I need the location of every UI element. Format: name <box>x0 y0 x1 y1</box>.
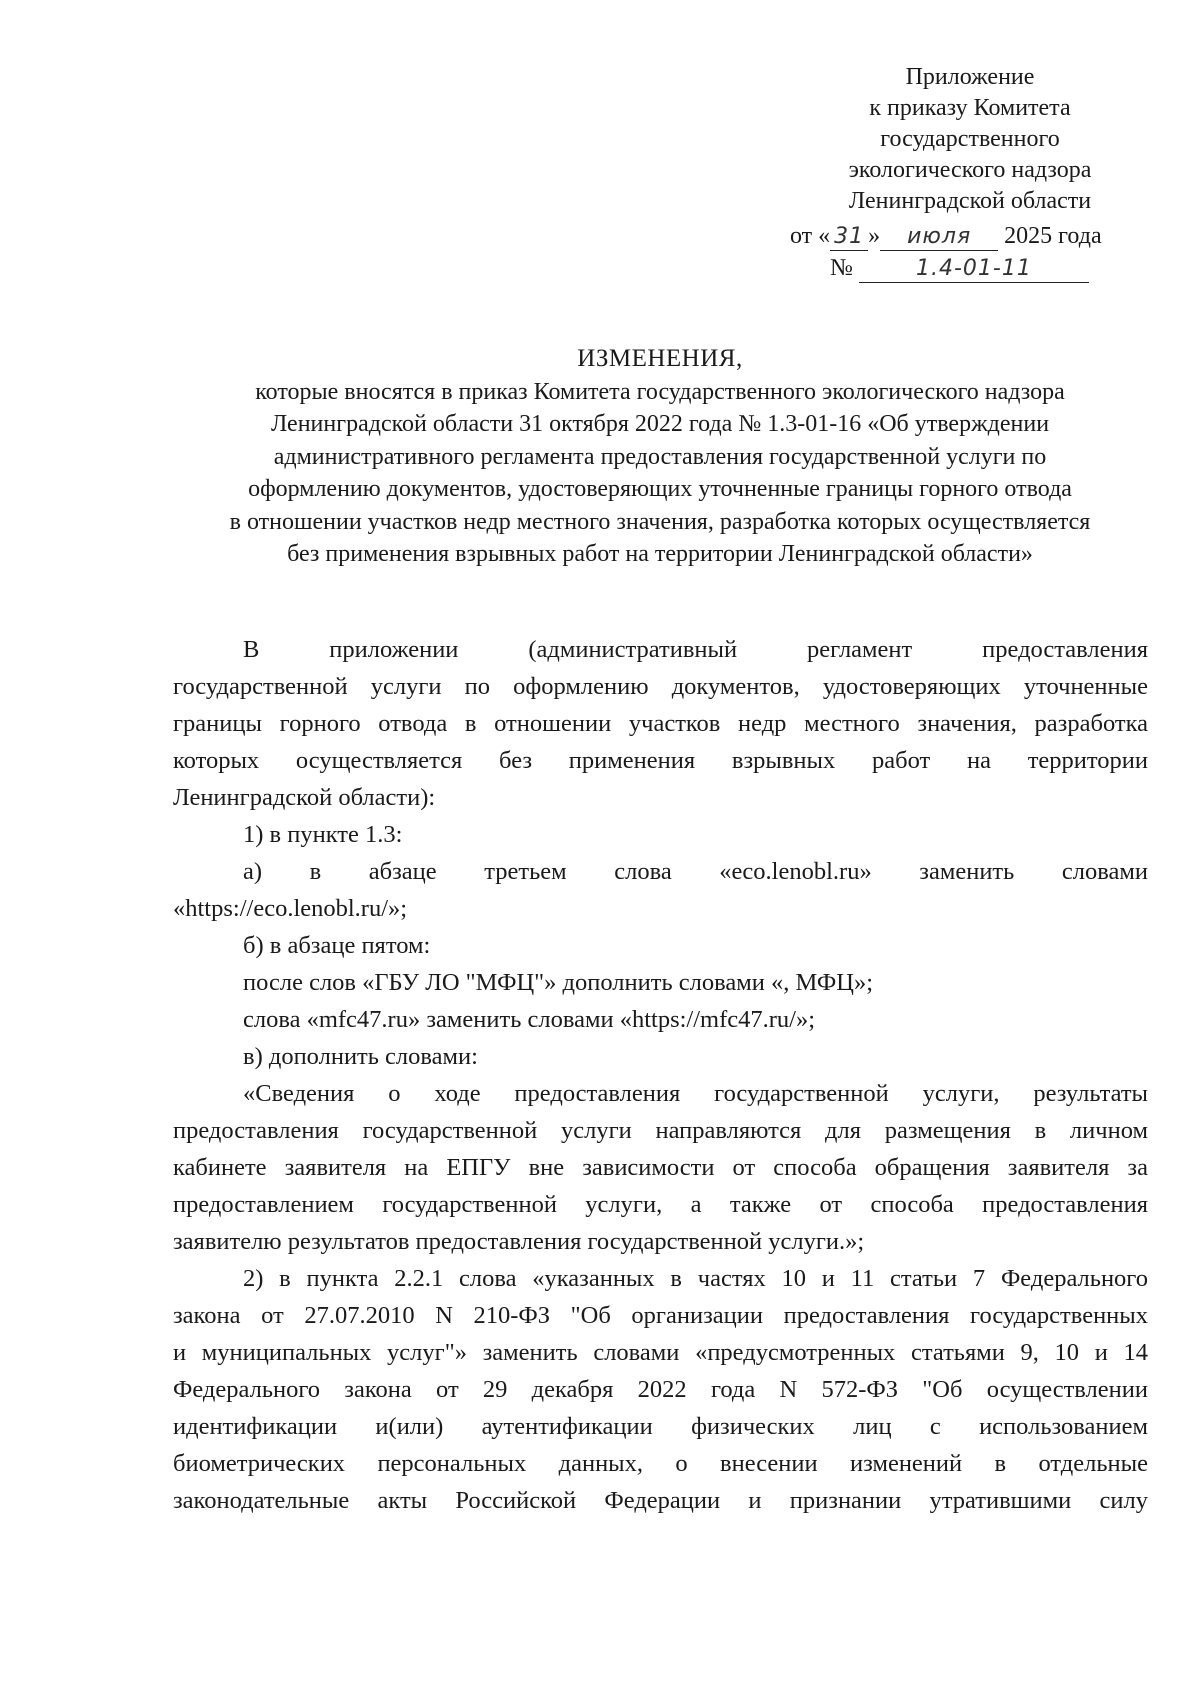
header-line: Приложение <box>905 64 1035 90</box>
header-line: государственного <box>880 126 1060 152</box>
body-text-line: б) в абзаце пятом: <box>243 932 431 959</box>
header-line: экологического надзора <box>848 157 1092 183</box>
title-line: оформлению документов, удостоверяющих уточненные границы горного отвода <box>248 476 1072 502</box>
date-month-handwritten: июля <box>880 224 998 251</box>
body-text-line: государственной услуги по оформлению документов, удостоверяющих уточненные <box>173 673 1148 700</box>
body-text-line: «Сведения о ходе предоставления государственной услуги, результаты <box>243 1080 1148 1107</box>
date-prefix: от « <box>790 223 831 249</box>
title-line: Ленинградской области 31 октября 2022 года № 1.3-01-16 «Об утверждении <box>270 411 1050 437</box>
document-title <box>170 343 1150 571</box>
body-text-line: 2) в пункта 2.2.1 слова «указанных в частях 10 и 11 статьи 7 Федерального <box>243 1265 1148 1292</box>
body-text-line: а) в абзаце третьем слова «eco.lenobl.ru» заменить словами <box>243 858 1148 885</box>
body-text-line: Ленинградской области): <box>173 784 436 811</box>
body-text-line: и муниципальных услуг"» заменить словами «предусмотренных статьями 9, 10 и 14 <box>173 1339 1148 1366</box>
header-line: Ленинградской области <box>848 188 1092 214</box>
title-line: административного регламента предоставления государственной услуги по <box>273 443 1047 470</box>
title-heading: ИЗМЕНЕНИЯ, <box>577 345 743 372</box>
body-text-line: после слов «ГБУ ЛО "МФЦ"» дополнить словами «, МФЦ»; <box>243 969 874 996</box>
header-line: к приказу Комитета <box>869 95 1071 121</box>
body-text-line: границы горного отвода в отношении участков недр местного значения, разработка <box>173 710 1148 737</box>
date-day-handwritten: 31 <box>830 224 868 251</box>
date-year: 2025 года <box>1004 223 1102 249</box>
body-text-line: в) дополнить словами: <box>243 1043 478 1070</box>
body-text-line: «https://eco.lenobl.ru/»; <box>173 895 408 922</box>
body-text-line: предоставлением государственной услуги, а также от способа предоставления <box>173 1191 1148 1218</box>
body-text-line: кабинете заявителя на ЕПГУ вне зависимости от способа обращения заявителя за <box>173 1154 1148 1181</box>
body-text-line: 1) в пункте 1.3: <box>243 821 403 848</box>
date-mid: » <box>868 223 881 249</box>
body-text-line: биометрических персональных данных, о внесении изменений в отдельные <box>173 1450 1148 1477</box>
body-text-line: слова «mfc47.ru» заменить словами «https://mfc47.ru/»; <box>243 1006 816 1033</box>
body-text-line: предоставления государственной услуги направляются для размещения в личном <box>173 1117 1148 1144</box>
order-date <box>790 221 1102 252</box>
body-text-line: законодательные акты Российской Федерации и признании утратившими силу <box>173 1487 1148 1514</box>
body-text-line: Федерального закона от 29 декабря 2022 года N 572-ФЗ "Об осуществлении <box>173 1376 1148 1403</box>
body-text-line: которых осуществляется без применения взрывных работ на территории <box>173 747 1148 774</box>
body-text-line: закона от 27.07.2010 N 210-ФЗ "Об организации предоставления государственных <box>173 1302 1148 1329</box>
title-line: без применения взрывных работ на территории Ленинградской области» <box>287 541 1033 567</box>
title-line: которые вносятся в приказ Комитета государственного экологического надзора <box>255 378 1065 405</box>
order-number <box>830 253 1089 284</box>
number-handwritten: 1.4-01-11 <box>859 256 1089 283</box>
body-text-line: идентификации и(или) аутентификации физических лиц с использованием <box>173 1413 1148 1440</box>
body-text-line: В приложении (административный регламент предоставления <box>243 636 1148 663</box>
appendix-header <box>770 62 1170 217</box>
number-prefix: № <box>830 255 853 281</box>
body-text-line: заявителю результатов предоставления государственной услуги.»; <box>173 1228 865 1255</box>
document-body <box>173 631 1148 1519</box>
title-line: в отношении участков недр местного значения, разработка которых осуществляется <box>229 508 1091 535</box>
